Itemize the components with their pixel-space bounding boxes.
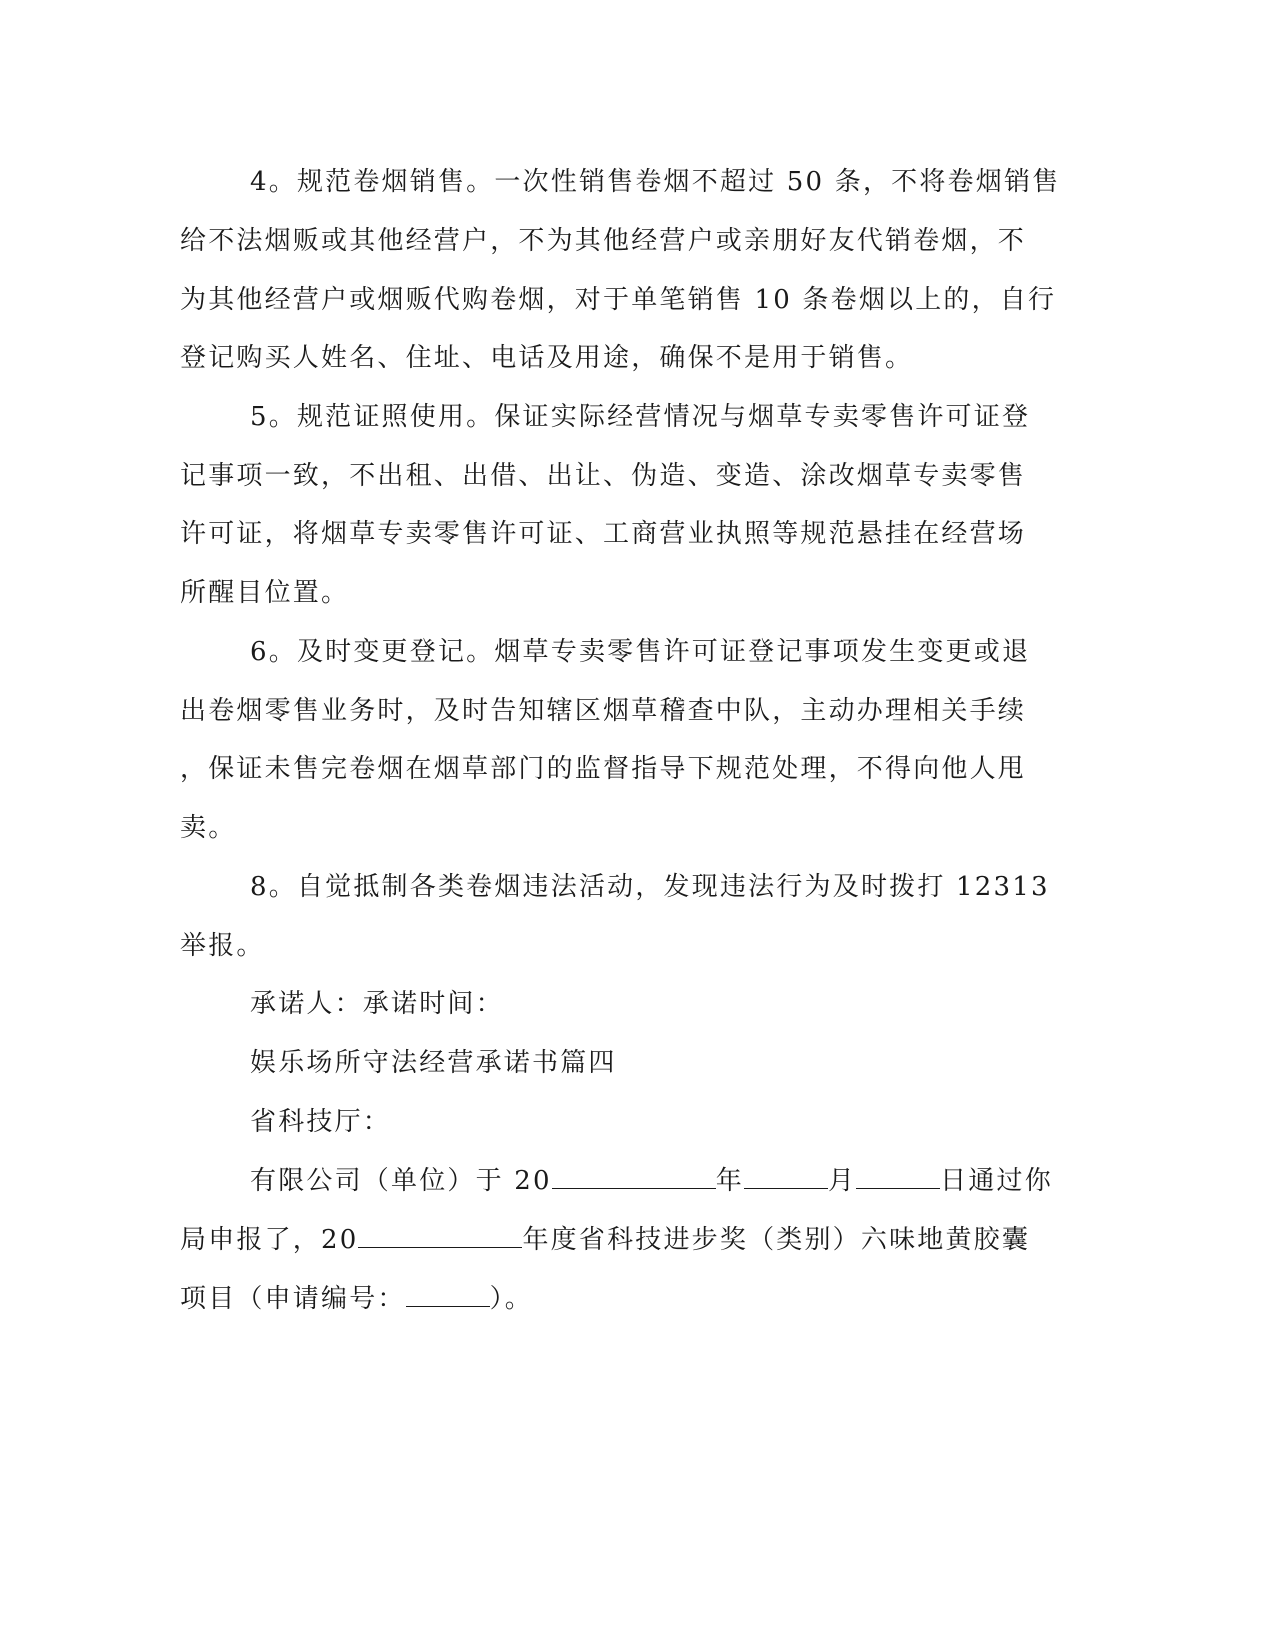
paragraph-5-line-1: 5。规范证照使用。保证实际经营情况与烟草专卖零售许可证登 (250, 402, 1031, 432)
body-line-2-text-b: 年度省科技进步奖（类别）六味地黄胶囊 (522, 1225, 1031, 1255)
body-line-3-text-a: 项目（申请编号： (180, 1284, 406, 1314)
paragraph-8-line-1: 8。自觉抵制各类卷烟违法活动，发现违法行为及时拨打 12313 (250, 872, 1050, 902)
body-line-1 (250, 1160, 1053, 1200)
application-number-blank[interactable] (406, 1278, 490, 1307)
body-line-1-text-c: 月 (827, 1166, 857, 1196)
month-blank[interactable] (744, 1160, 828, 1189)
body-line-1-text-a: 有限公司（单位）于 20 (250, 1166, 552, 1196)
body-line-2-text-a: 局申报了，20 (180, 1225, 359, 1255)
paragraph-6-line-4: 卖。 (180, 813, 237, 843)
section-title: 娱乐场所守法经营承诺书篇四 (250, 1048, 617, 1078)
day-blank[interactable] (856, 1160, 940, 1189)
addressee: 省科技厅： (250, 1107, 392, 1137)
paragraph-4-line-3: 为其他经营户或烟贩代购卷烟，对于单笔销售 10 条卷烟以上的，自行 (180, 285, 1057, 315)
paragraph-4-line-1: 4。规范卷烟销售。一次性销售卷烟不超过 50 条，不将卷烟销售 (250, 167, 1061, 197)
paragraph-4-line-4: 登记购买人姓名、住址、电话及用途，确保不是用于销售。 (180, 343, 914, 373)
paragraph-8-line-2: 举报。 (180, 931, 265, 961)
paragraph-6-line-1: 6。及时变更登记。烟草专卖零售许可证登记事项发生变更或退 (250, 637, 1031, 667)
body-line-3-text-b: ）。 (489, 1284, 534, 1314)
paragraph-6-line-2: 出卷烟零售业务时，及时告知辖区烟草稽查中队，主动办理相关手续 (180, 696, 1027, 726)
body-line-2 (180, 1219, 1030, 1259)
body-line-1-text-d: 日通过你 (940, 1166, 1053, 1196)
paragraph-4-line-2: 给不法烟贩或其他经营户，不为其他经营户或亲朋好友代销卷烟，不 (180, 226, 1027, 256)
award-year-blank[interactable] (358, 1219, 522, 1248)
paragraph-5-line-4: 所醒目位置。 (180, 578, 350, 608)
body-line-1-text-b: 年 (715, 1166, 744, 1196)
paragraph-6-line-3: ，保证未售完卷烟在烟草部门的监督指导下规范处理，不得向他人甩 (180, 754, 1027, 784)
year-blank[interactable] (552, 1160, 716, 1189)
paragraph-5-line-3: 许可证，将烟草专卖零售许可证、工商营业执照等规范悬挂在经营场 (180, 519, 1027, 549)
signature-line: 承诺人：承诺时间： (250, 989, 504, 1019)
body-line-3 (180, 1278, 533, 1318)
paragraph-5-line-2: 记事项一致，不出租、出借、出让、伪造、变造、涂改烟草专卖零售 (180, 461, 1027, 491)
